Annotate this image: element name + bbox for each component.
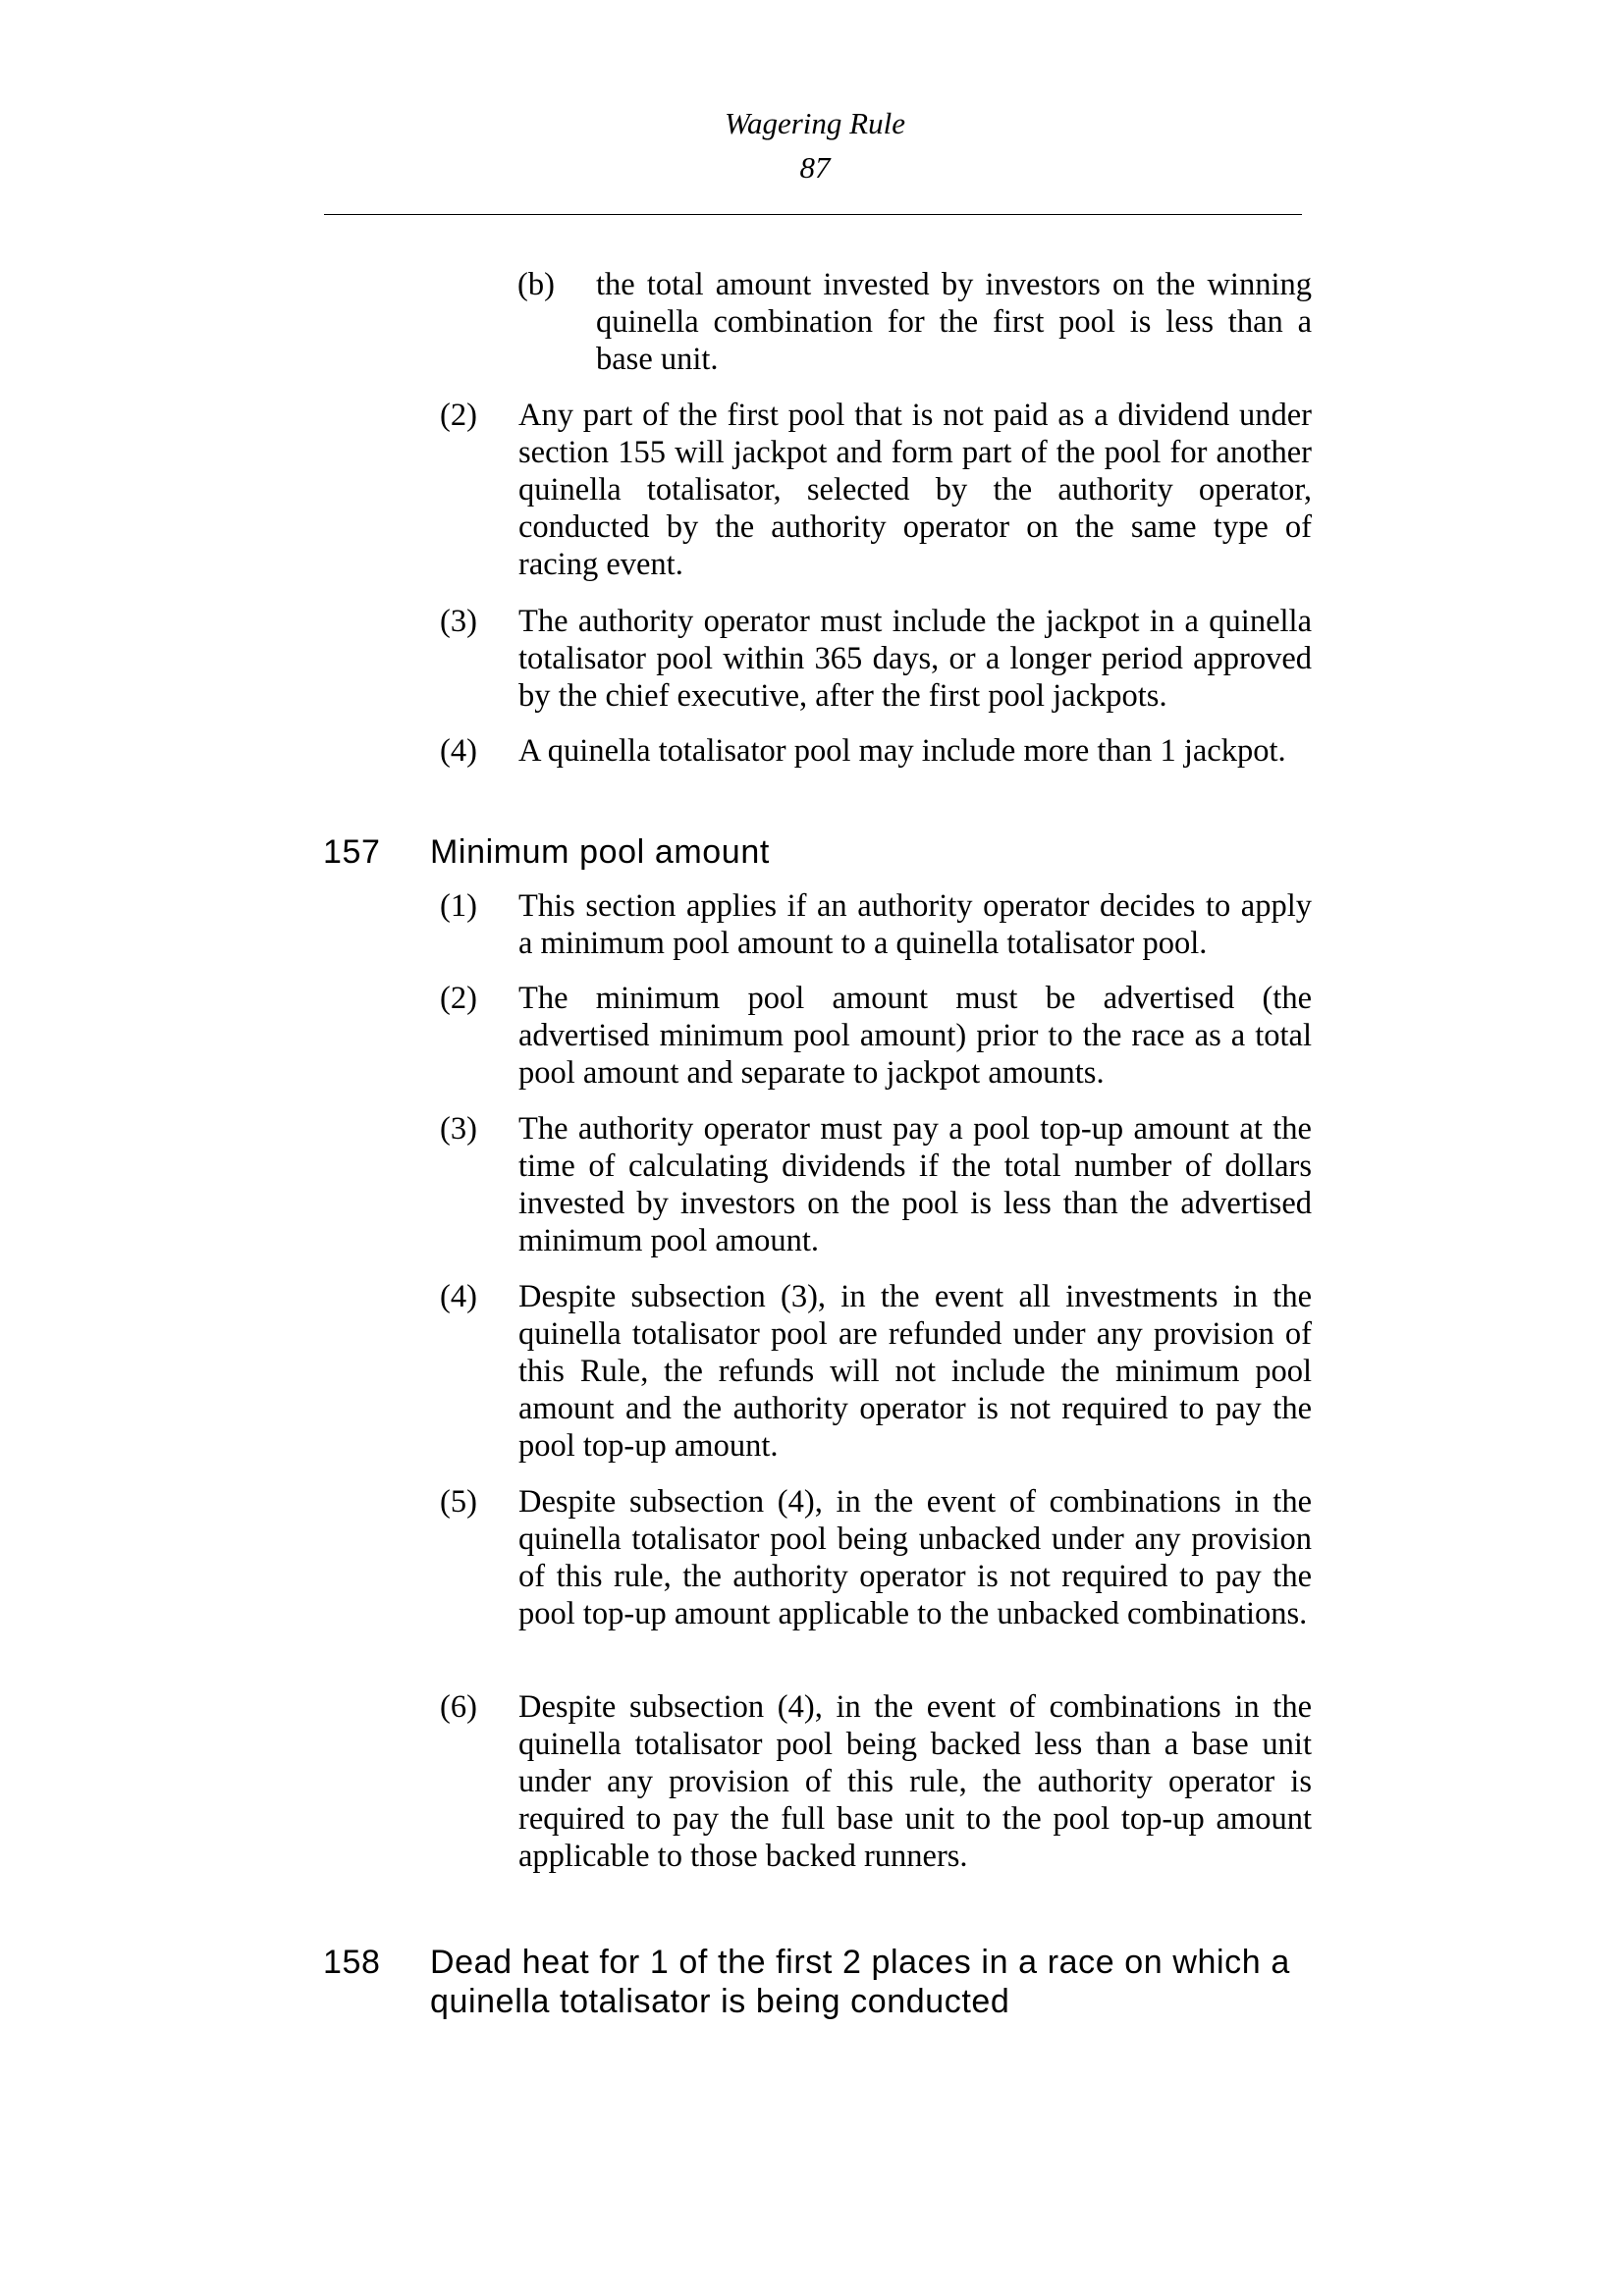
subsection-number: (2) [440,981,477,1016]
running-header-title: Wagering Rule [725,106,905,140]
section-title: Dead heat for 1 of the first 2 places in a race on which a quinella totalisator is being conducted [430,1944,1290,2020]
subsection-text: A quinella totalisator pool may include more than 1 jackpot. [518,733,1286,769]
subsection-number: (1) [440,888,477,924]
subsection-number: (3) [440,1111,477,1147]
paragraph-number: (b) [517,267,555,302]
subsection-number: (2) [440,398,477,433]
subsection-number: (5) [440,1484,477,1520]
subsection-number: (6) [440,1689,477,1725]
paragraph-text: the total amount invested by investors on the winning quinella combination for the first pool is less than a base unit. [596,267,1312,377]
header-divider [324,214,1302,215]
subsection-number: (4) [440,1279,477,1314]
section-number: 157 [323,833,381,871]
subsection-number: (3) [440,604,477,639]
subsection-text: This section applies if an authority operator decides to apply a minimum pool amount to a quinella totalisator pool. [518,888,1312,961]
subsection-text: Any part of the first pool that is not paid as a dividend under section 155 will jackpot and form part of the pool for another quinella totalisator, selected by the authority operator, conducted by the authority operator on the same type of racing event. [518,398,1312,582]
subsection-text: Despite subsection (4), in the event of combinations in the quinella totalisator pool being unbacked under any provision of this rule, the authority operator is not required to pay the pool top-up amount applicable to the unbacked combinations. [518,1484,1312,1631]
section-number: 158 [323,1944,381,1981]
subsection-text: Despite subsection (3), in the event all investments in the quinella totalisator pool are refunded under any provision of this Rule, the refunds will not include the minimum pool amount and the authority operator is not required to pay the pool top-up amount. [518,1279,1312,1464]
subsection-text: The minimum pool amount must be advertised (the advertised minimum pool amount) prior to the race as a total pool amount and separate to jackpot amounts. [518,981,1312,1091]
subsection-text: The authority operator must include the jackpot in a quinella totalisator pool within 365 days, or a longer period approved by the chief executive, after the first pool jackpots. [518,604,1312,714]
subsection-text: The authority operator must pay a pool top-up amount at the time of calculating dividends if the total number of dollars invested by investors on the pool is less than the advertised minimum pool amount. [518,1111,1312,1258]
subsection-number: (4) [440,733,477,769]
section-title: Minimum pool amount [430,833,770,871]
subsection-text: Despite subsection (4), in the event of combinations in the quinella totalisator pool being backed less than a base unit under any provision of this rule, the authority operator is required to pay the full base unit to the pool top-up amount applicable to those backed runners. [518,1689,1312,1874]
page-number: 87 [799,150,831,185]
